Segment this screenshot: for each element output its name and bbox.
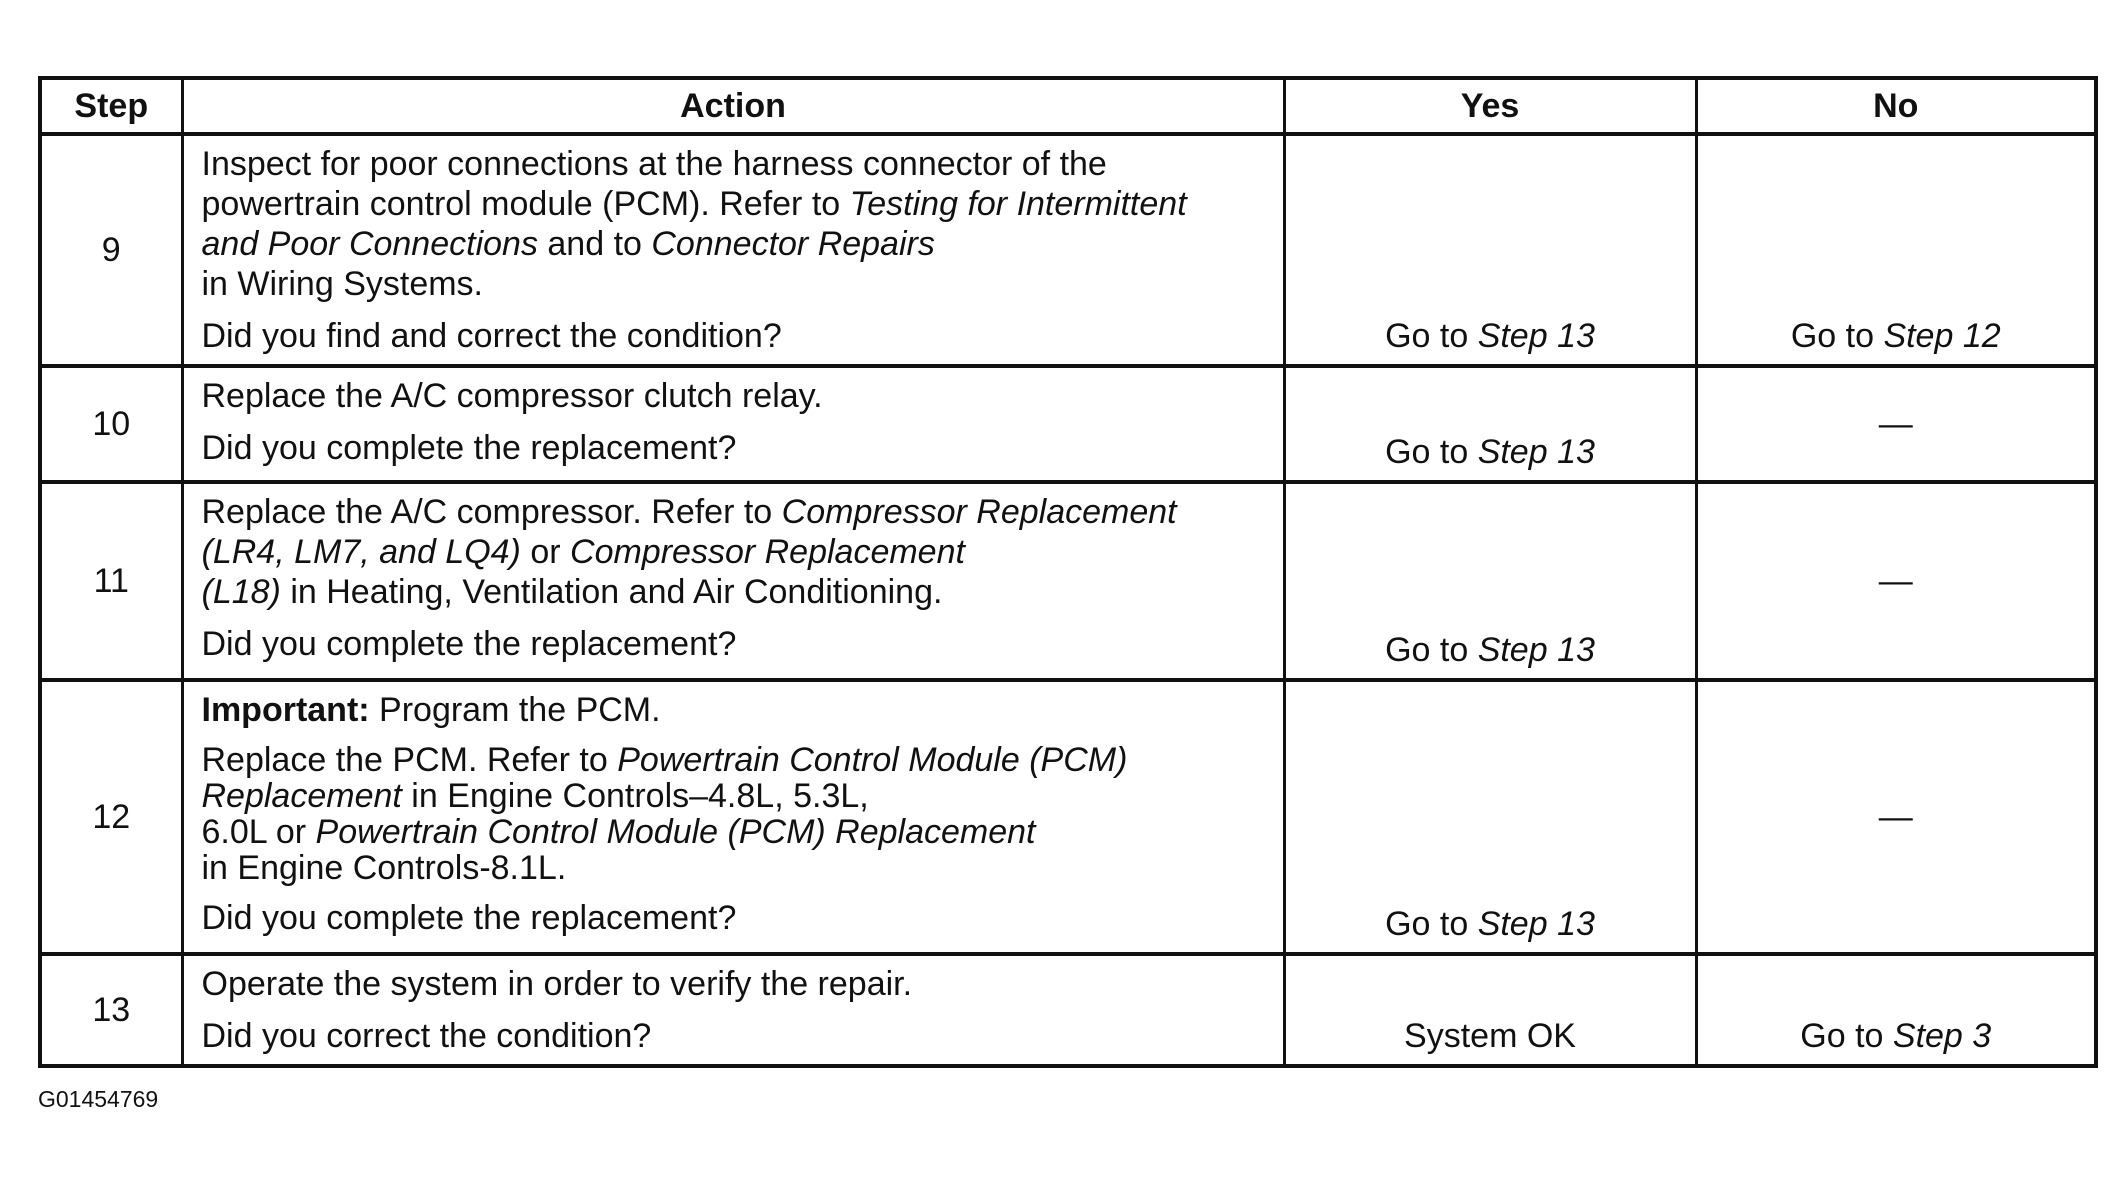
action-text-part: Replace the PCM. Refer to xyxy=(201,741,618,779)
action-text-part: and to xyxy=(537,225,652,263)
goto-step-ref: Step 3 xyxy=(1892,1017,1992,1055)
reference-link: (LR4, LM7, and LQ4) xyxy=(201,533,521,571)
action-text xyxy=(202,224,1267,264)
action-cell xyxy=(182,954,1284,1066)
no-outcome xyxy=(1696,954,2096,1066)
reference-link: and Poor Connections xyxy=(201,225,538,263)
table-row-step-10 xyxy=(40,366,2096,482)
action-text: in Wiring Systems. xyxy=(201,265,483,303)
step-number: 9 xyxy=(40,134,182,366)
header-yes: Yes xyxy=(1284,78,1696,134)
action-text-part: in Heating, Ventilation and Air Conditioning. xyxy=(280,573,943,611)
table-row-step-13 xyxy=(40,954,2096,1066)
step-number: 10 xyxy=(40,366,182,482)
action-question: Did you complete the replacement? xyxy=(201,429,737,467)
no-outcome xyxy=(1696,680,2096,954)
reference-link: Connector Repairs xyxy=(651,225,935,263)
no-outcome xyxy=(1696,482,2096,680)
action-question: Did you complete the replacement? xyxy=(201,899,737,937)
header-row xyxy=(40,78,2096,134)
action-question: Did you find and correct the condition? xyxy=(201,317,782,355)
action-text xyxy=(202,532,1267,572)
figure-id-label: G01454769 xyxy=(38,1086,159,1112)
goto-prefix: Go to xyxy=(1385,905,1478,943)
important-note xyxy=(202,690,1267,730)
action-text-part: in Engine Controls–4.8L, 5.3L, xyxy=(401,777,869,815)
step-number: 12 xyxy=(40,680,182,954)
yes-outcome xyxy=(1284,482,1696,680)
action-text xyxy=(202,572,1267,612)
action-text xyxy=(202,184,1267,224)
action-question: Did you correct the condition? xyxy=(201,1017,652,1055)
dash-mark: — xyxy=(1878,562,1913,600)
action-cell xyxy=(182,134,1284,366)
reference-link: (L18) xyxy=(201,573,281,611)
action-cell xyxy=(182,482,1284,680)
goto-prefix: Go to xyxy=(1800,1017,1893,1055)
action-text: Operate the system in order to verify the repair. xyxy=(201,965,913,1003)
action-text xyxy=(202,778,1267,814)
table-row-step-11 xyxy=(40,482,2096,680)
reference-link: Compressor Replacement xyxy=(570,533,965,571)
yes-outcome xyxy=(1284,134,1696,366)
yes-outcome xyxy=(1284,680,1696,954)
goto-step-ref: Step 13 xyxy=(1477,631,1595,669)
reference-link: Powertrain Control Module (PCM) xyxy=(617,741,1128,779)
action-text xyxy=(202,814,1267,850)
action-text-part: or xyxy=(520,533,571,571)
reference-link: Compressor Replacement xyxy=(781,493,1177,531)
action-cell xyxy=(182,680,1284,954)
header-step: Step xyxy=(40,78,182,134)
goto-step-ref: Step 12 xyxy=(1883,317,2001,355)
step-number: 13 xyxy=(40,954,182,1066)
no-outcome xyxy=(1696,134,2096,366)
header-no: No xyxy=(1696,78,2096,134)
action-text-part: powertrain control module (PCM). Refer to xyxy=(201,185,850,223)
system-ok-text: System OK xyxy=(1404,1017,1576,1055)
action-text: Inspect for poor connections at the harness connector of the xyxy=(201,145,1107,183)
dash-mark: — xyxy=(1878,798,1913,836)
dash-mark: — xyxy=(1878,405,1913,443)
goto-prefix: Go to xyxy=(1790,317,1884,355)
yes-outcome xyxy=(1284,954,1696,1066)
goto-step-ref: Step 13 xyxy=(1477,433,1595,471)
important-label: Important: xyxy=(201,691,370,729)
header-action: Action xyxy=(182,78,1284,134)
goto-step-ref: Step 13 xyxy=(1477,905,1595,943)
action-text xyxy=(202,742,1267,778)
goto-prefix: Go to xyxy=(1385,433,1478,471)
goto-prefix: Go to xyxy=(1385,631,1478,669)
reference-link: Testing for Intermittent xyxy=(849,185,1187,223)
goto-step-ref: Step 13 xyxy=(1477,317,1595,355)
important-text: Program the PCM. xyxy=(369,691,661,729)
action-question: Did you complete the replacement? xyxy=(201,625,737,663)
table-row-step-12 xyxy=(40,680,2096,954)
reference-link: Replacement xyxy=(201,777,402,815)
action-text: in Engine Controls-8.1L. xyxy=(201,849,567,887)
goto-prefix: Go to xyxy=(1385,317,1478,355)
yes-outcome xyxy=(1284,366,1696,482)
reference-link: Powertrain Control Module (PCM) Replacement xyxy=(315,813,1036,851)
action-text xyxy=(202,492,1267,532)
action-text-part: Replace the A/C compressor. Refer to xyxy=(201,493,782,531)
no-outcome xyxy=(1696,366,2096,482)
action-cell xyxy=(182,366,1284,482)
diagnostic-table xyxy=(38,76,2098,1068)
table-row-step-9 xyxy=(40,134,2096,366)
step-number: 11 xyxy=(40,482,182,680)
action-text: Replace the A/C compressor clutch relay. xyxy=(201,377,823,415)
action-text-part: 6.0L or xyxy=(201,813,316,851)
